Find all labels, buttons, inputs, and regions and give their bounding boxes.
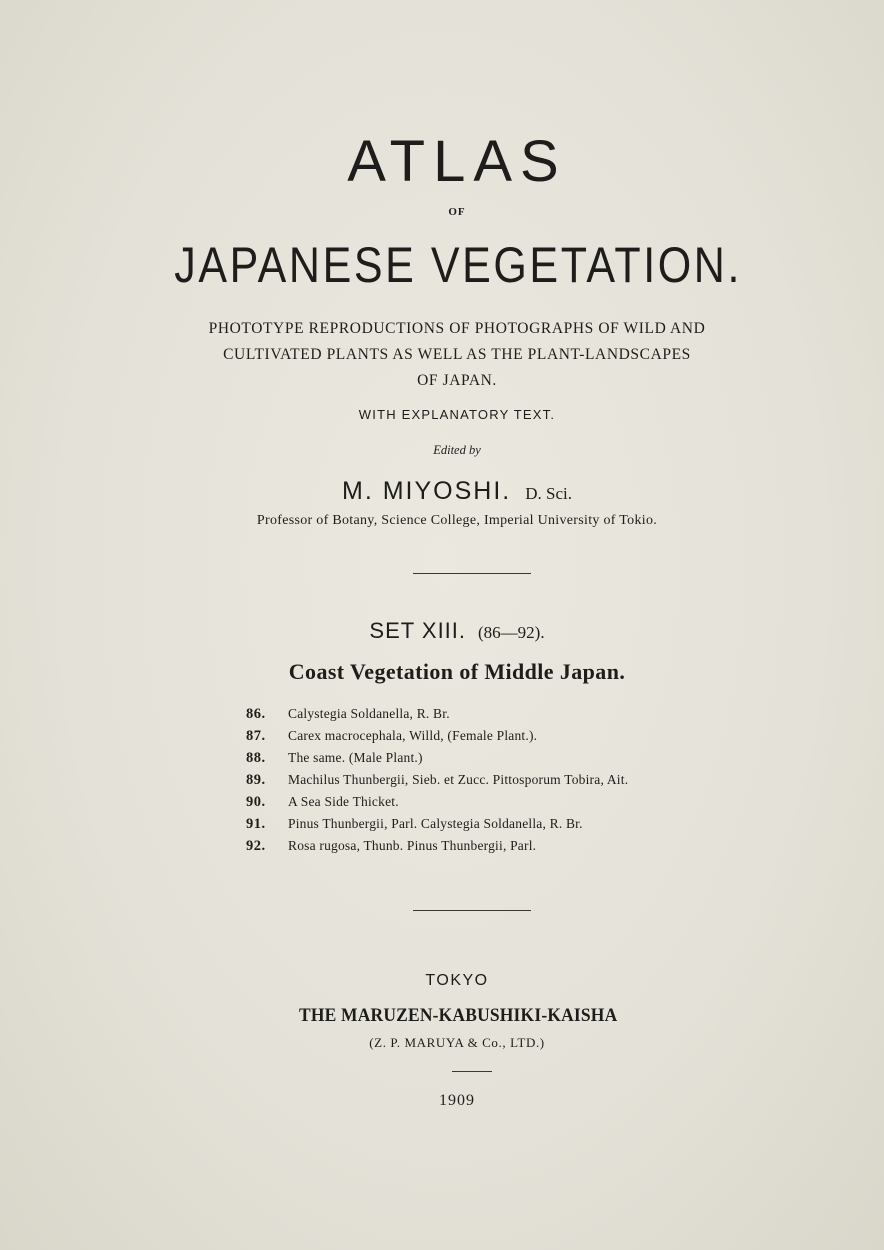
editor-position: Professor of Botany, Science College, Imperial University of Tokio. [256,513,658,528]
subtitle [0,316,884,394]
imprint-publisher: THE MARUZEN-KABUSHIKI-KAISHA [299,1005,618,1026]
plate-number: 91. [246,816,266,832]
plate-number: 92. [246,838,266,854]
divider-rule [452,1071,492,1072]
subtitle-line-1: PHOTOTYPE REPRODUCTIONS OF PHOTOGRAPHS OF WILD AND [208,320,706,337]
imprint-year: 1909 [439,1092,475,1109]
imprint-city: TOKYO [425,972,489,989]
title-atlas: ATLAS [347,129,567,194]
imprint-publisher-sub: (Z. P. MARUYA & Co., LTD.) [369,1035,545,1050]
divider-rule [413,573,531,574]
title-subject: JAPANESE VEGETATION. [174,237,742,293]
editor [0,477,884,506]
list-item [246,725,846,747]
subtitle-line-2: CULTIVATED PLANTS AS WELL AS THE PLANT-LANDSCAPES [223,346,691,363]
editor-degree: D. Sci. [525,484,572,503]
plate-number: 89. [246,772,266,788]
list-item [246,813,846,835]
set-range: (86—92). [478,623,545,642]
plate-title: A Sea Side Thicket. [288,794,399,809]
plate-title: Carex macrocephala, Willd, (Female Plant.). [288,728,538,743]
plate-title: Pinus Thunbergii, Parl. Calystegia Soldanella, R. Br. [288,816,583,831]
set-label: SET XIII. [369,618,467,643]
plate-number: 86. [246,706,266,722]
list-item [246,747,846,769]
plate-list [246,703,846,857]
explanatory-text-note: WITH EXPLANATORY TEXT. [358,407,556,422]
edited-by: Edited by [433,443,481,457]
list-item [246,835,846,857]
title-of: OF [448,206,466,218]
set-title: Coast Vegetation of Middle Japan. [288,659,626,684]
plate-number: 87. [246,728,266,744]
plate-number: 88. [246,750,266,766]
list-item [246,791,846,813]
plate-number: 90. [246,794,266,810]
subtitle-line-3: OF JAPAN. [417,372,497,389]
plate-title: The same. (Male Plant.) [288,750,423,765]
list-item [246,703,846,725]
plate-title: Machilus Thunbergii, Sieb. et Zucc. Pittosporum Tobira, Ait. [288,772,629,787]
list-item [246,769,846,791]
editor-name: M. MIYOSHI. [342,477,512,505]
divider-rule [413,910,531,911]
plate-title: Rosa rugosa, Thunb. Pinus Thunbergii, Parl. [288,838,537,853]
plate-title: Calystegia Soldanella, R. Br. [288,706,450,721]
set-heading [0,618,884,644]
